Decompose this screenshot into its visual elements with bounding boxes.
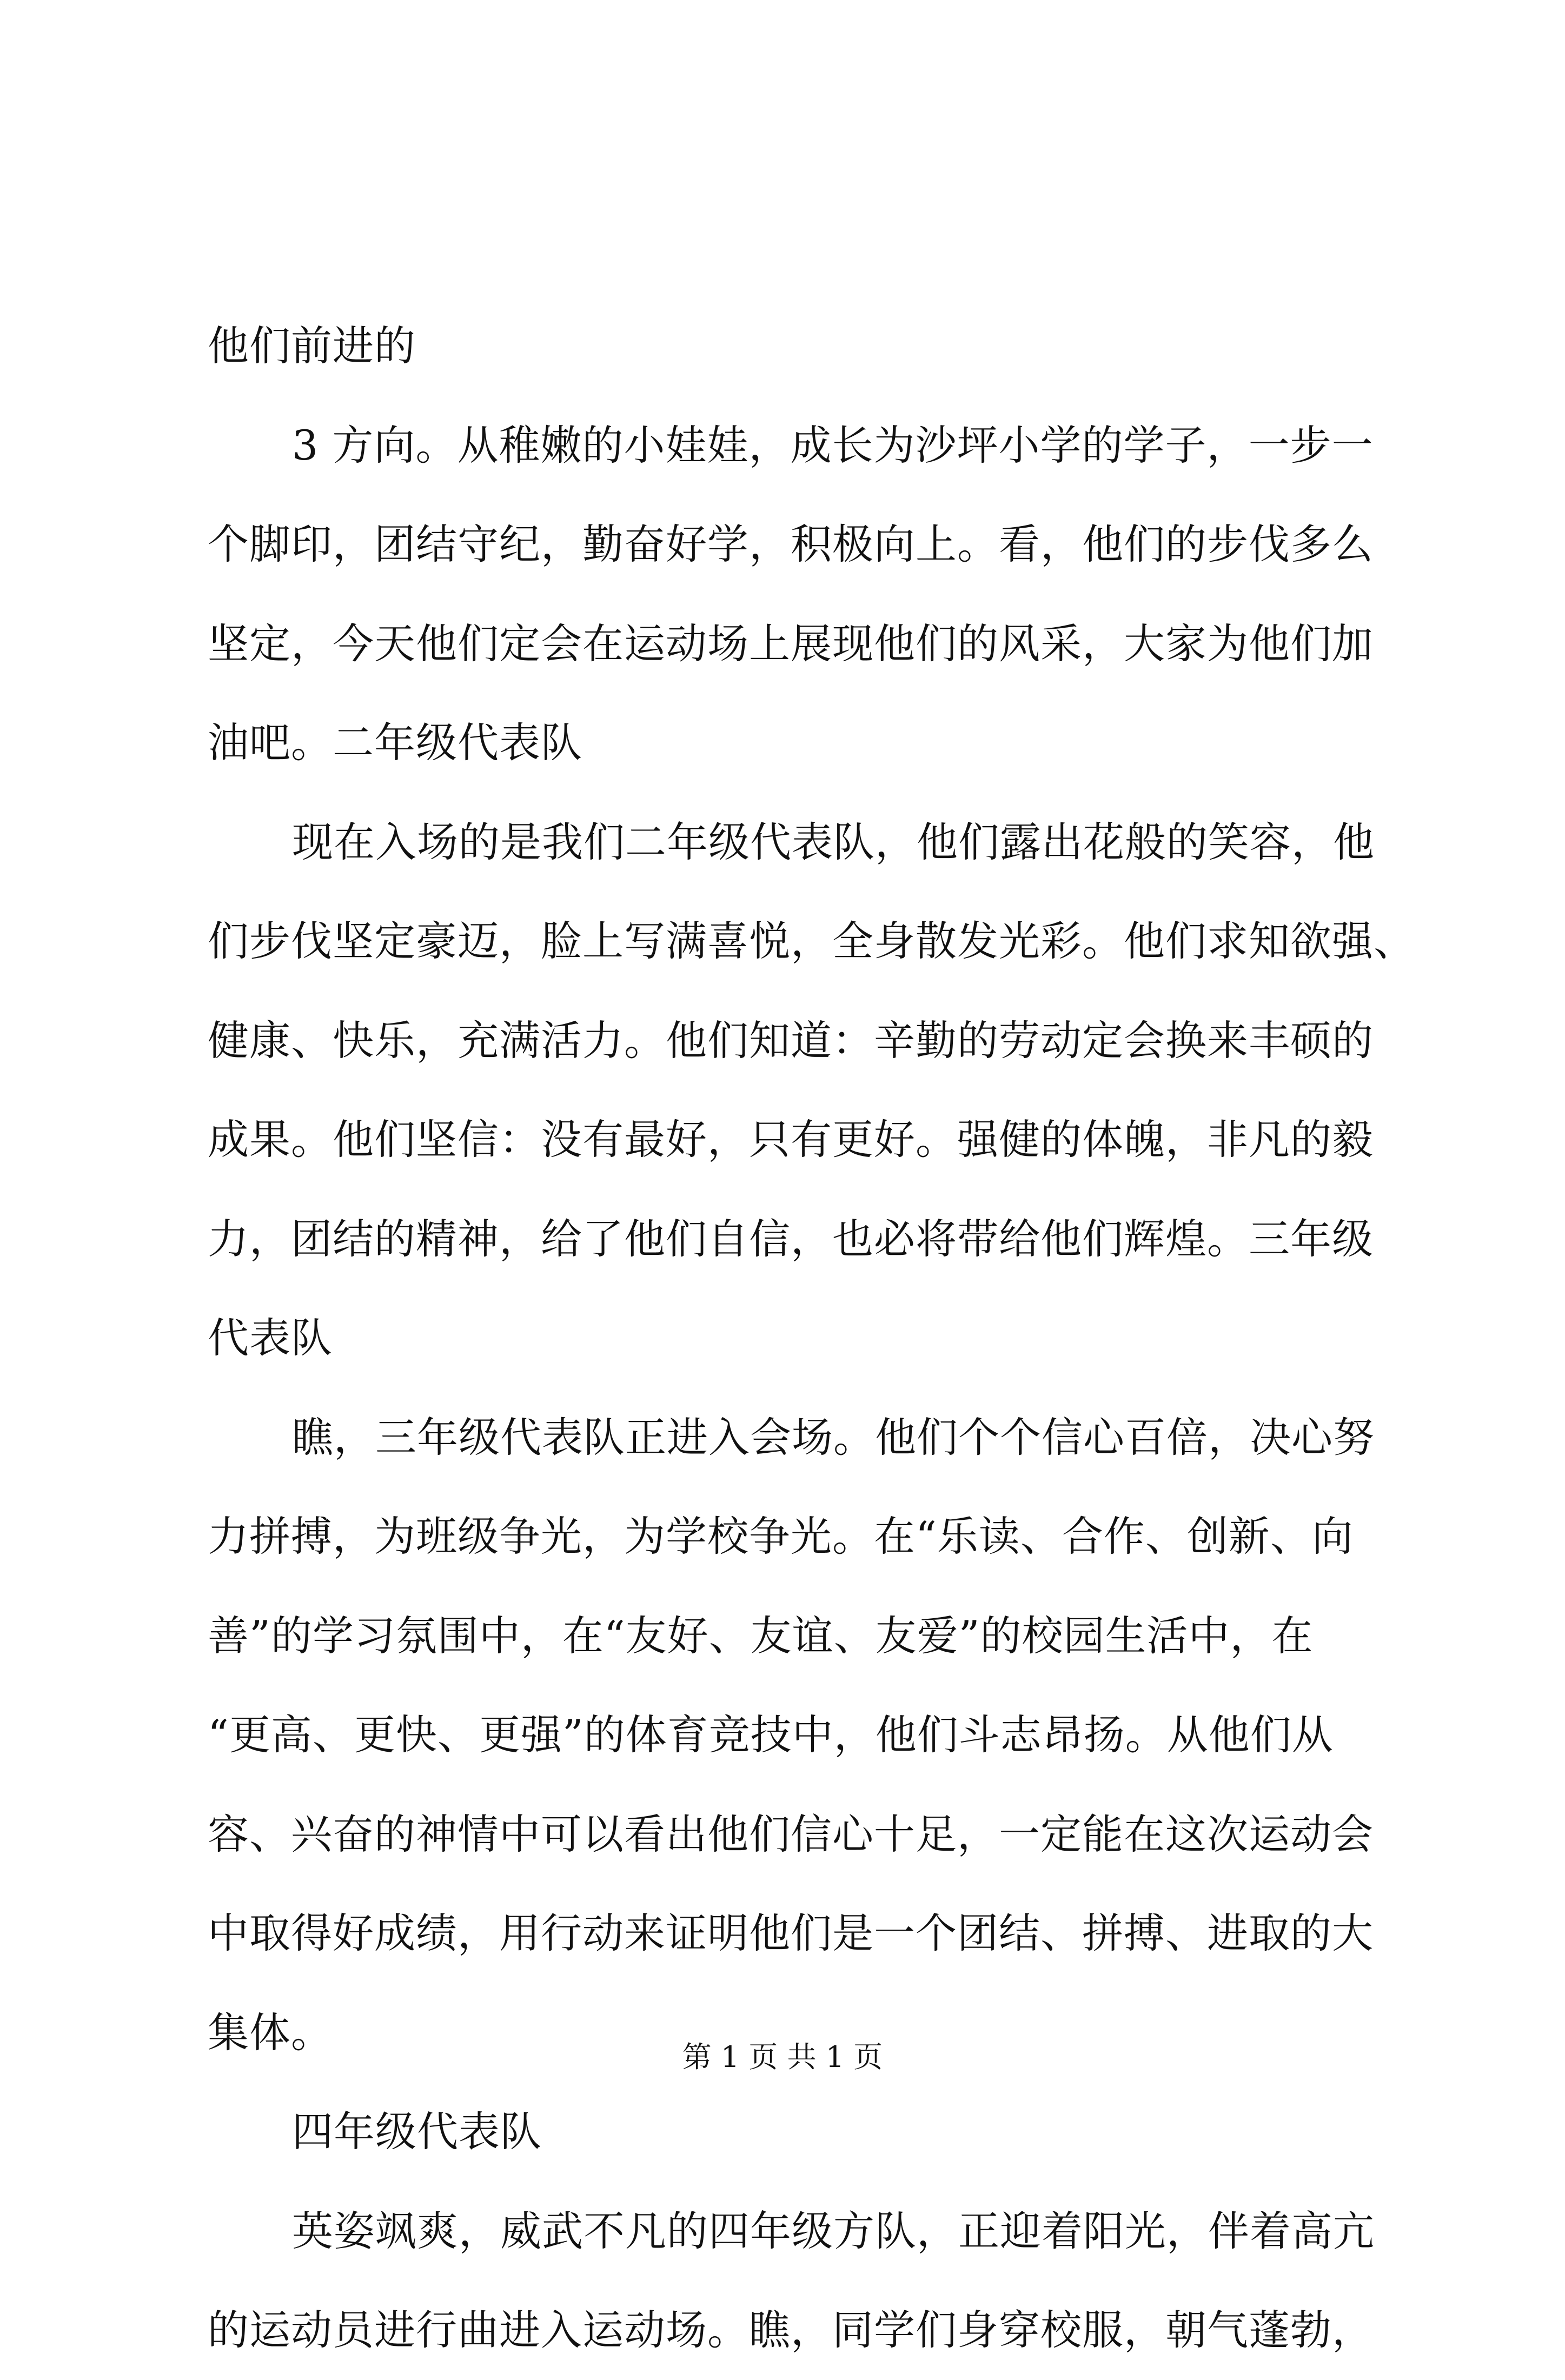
text-line: 坚定，今天他们定会在运动场上展现他们的风采，大家为他们加 <box>208 619 1374 668</box>
text-line: 现在入场的是我们二年级代表队，他们露出花般的笑容，他 <box>292 817 1375 866</box>
text-line: 瞧，三年级代表队正进入会场。他们个个信心百倍，决心努 <box>292 1413 1375 1461</box>
text-line: 代表队 <box>208 1314 333 1362</box>
text-line: 力拼搏，为班级争光，为学校争光。在“乐读、合作、创新、向 <box>208 1512 1354 1560</box>
text-line: 3 方向。从稚嫩的小娃娃，成长为沙坪小学的学子，一步一 <box>292 421 1374 469</box>
text-line: “更高、更快、更强”的体育竞技中，他们斗志昂扬。从他们从 <box>208 1711 1334 1759</box>
text-line: 的运动员进行曲进入运动场。瞧，同学们身穿校服，朝气蓬勃， <box>208 2306 1374 2354</box>
text-line: 中取得好成绩，用行动来证明他们是一个团结、拼搏、进取的大 <box>208 1909 1374 1957</box>
text-line: 们步伐坚定豪迈，脸上写满喜悦，全身散发光彩。他们求知欲强、 <box>208 917 1415 965</box>
text-line: 成果。他们坚信：没有最好，只有更好。强健的体魄，非凡的毅 <box>208 1115 1374 1164</box>
section-heading: 四年级代表队 <box>292 2108 542 2156</box>
page-number-footer: 第 1 页 共 1 页 <box>682 2040 883 2074</box>
text-line: 善”的学习氛围中，在“友好、友谊、友爱”的校园生活中，在 <box>208 1611 1314 1660</box>
text-line: 力，团结的精神，给了他们自信，也必将带给他们辉煌。三年级 <box>208 1214 1374 1263</box>
text-line: 容、兴奋的神情中可以看出他们信心十足，一定能在这次运动会 <box>208 1810 1374 1858</box>
text-line: 集体。 <box>208 2008 333 2057</box>
text-line: 他们前进的 <box>208 322 416 370</box>
text-line: 英姿飒爽，威武不凡的四年级方队，正迎着阳光，伴着高亢 <box>292 2206 1375 2255</box>
text-line: 油吧。二年级代表队 <box>208 719 582 767</box>
text-line: 个脚印，团结守纪，勤奋好学，积极向上。看，他们的步伐多么 <box>208 520 1374 568</box>
text-line: 健康、快乐，充满活力。他们知道：辛勤的劳动定会换来丰硕的 <box>208 1016 1374 1065</box>
